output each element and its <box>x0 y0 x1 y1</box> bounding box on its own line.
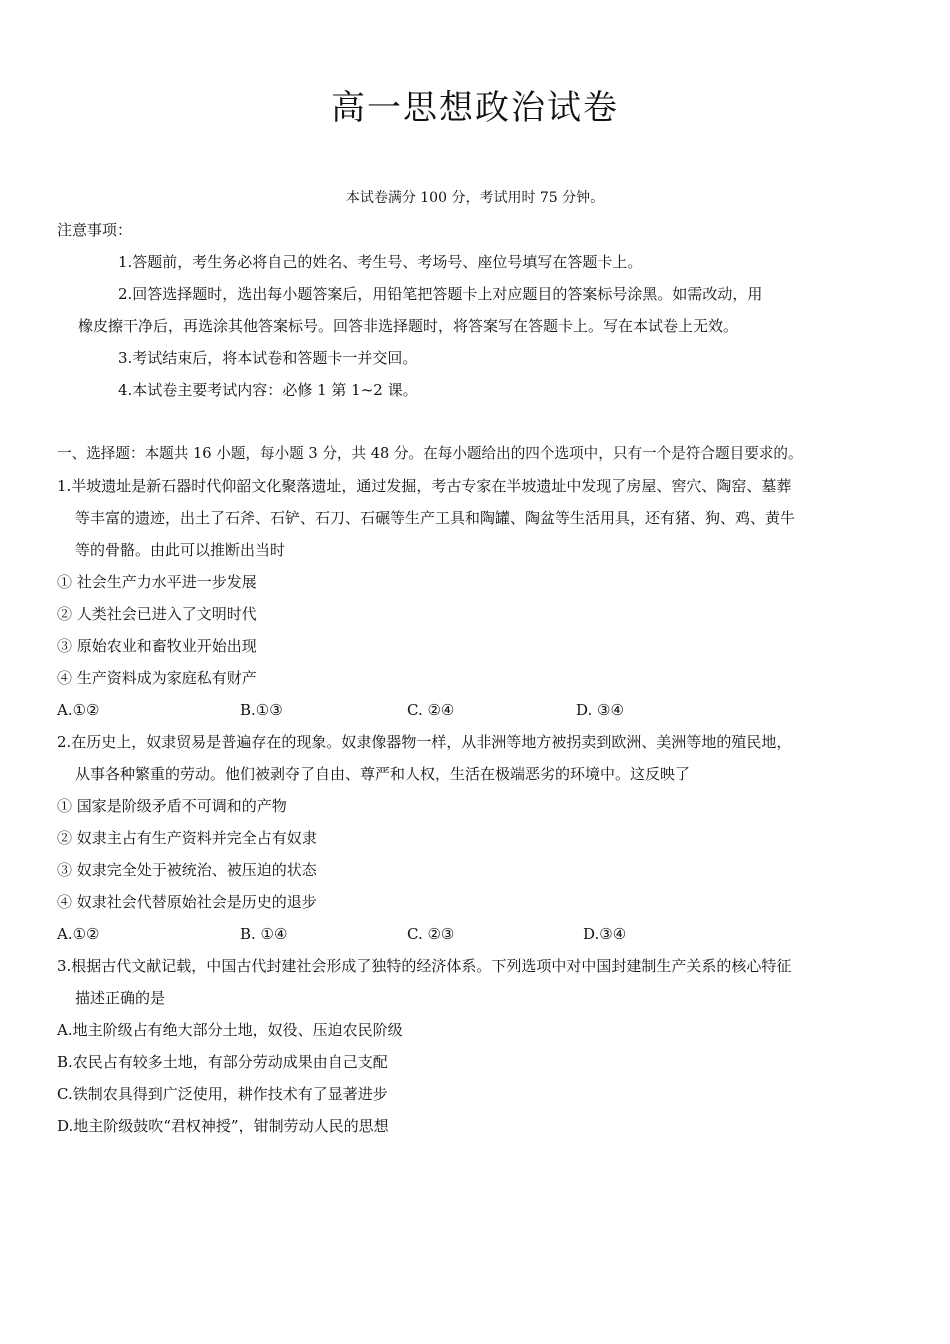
notice-item: 3.考试结束后，将本试卷和答题卡一并交回。 <box>118 349 418 367</box>
statement: ② 奴隶主占有生产资料并完全占有奴隶 <box>57 829 317 847</box>
statement: ① 国家是阶级矛盾不可调和的产物 <box>57 797 287 815</box>
answer-options <box>0 700 950 720</box>
statement: ② 人类社会已进入了文明时代 <box>57 605 257 623</box>
option-b: B.①③ <box>240 701 283 719</box>
option-c: C. ②③ <box>407 925 455 943</box>
choice-b: B.农民占有较多土地，有部分劳动成果由自己支配 <box>57 1053 388 1071</box>
statement: ④ 奴隶社会代替原始社会是历史的退步 <box>57 893 317 911</box>
statement: ③ 奴隶完全处于被统治、被压迫的状态 <box>57 861 317 879</box>
question-stem: 1.半坡遗址是新石器时代仰韶文化聚落遗址，通过发掘，考古专家在半坡遗址中发现了房屋、窖穴、陶窑、墓葬 <box>57 477 792 495</box>
option-c: C. ②④ <box>407 701 455 719</box>
statement: ③ 原始农业和畜牧业开始出现 <box>57 637 257 655</box>
choice-a: A.地主阶级占有绝大部分土地，奴役、压迫农民阶级 <box>57 1021 403 1039</box>
question-stem: 描述正确的是 <box>75 989 166 1007</box>
page-title: 高一思想政治试卷 <box>331 88 619 128</box>
question-stem: 2.在历史上，奴隶贸易是普遍存在的现象。奴隶像器物一样，从非洲等地方被拐卖到欧洲、美洲等地的殖民地， <box>57 733 792 751</box>
statement: ① 社会生产力水平进一步发展 <box>57 573 257 591</box>
option-d: D.③④ <box>583 925 627 943</box>
question-stem: 等的骨骼。由此可以推断出当时 <box>75 541 286 559</box>
answer-options <box>0 924 950 944</box>
question-stem: 3.根据古代文献记载，中国古代封建社会形成了独特的经济体系。下列选项中对中国封建制生产关系的核心特征 <box>57 957 792 975</box>
option-b: B. ①④ <box>240 925 288 943</box>
option-d: D. ③④ <box>576 701 624 719</box>
notice-heading: 注意事项： <box>57 221 133 239</box>
option-a: A.①② <box>57 701 100 719</box>
notice-item: 橡皮擦干净后，再选涂其他答案标号。回答非选择题时，将答案写在答题卡上。写在本试卷上无效。 <box>78 317 739 335</box>
notice-item: 2.回答选择题时，选出每小题答案后，用铅笔把答题卡上对应题目的答案标号涂黑。如需改动，用 <box>118 285 763 303</box>
notice-item: 4.本试卷主要考试内容：必修 1 第 1~2 课。 <box>118 381 418 399</box>
choice-c: C.铁制农具得到广泛使用，耕作技术有了显著进步 <box>57 1085 388 1103</box>
statement: ④ 生产资料成为家庭私有财产 <box>57 669 257 687</box>
notice-item: 1.答题前，考生务必将自己的姓名、考生号、考场号、座位号填写在答题卡上。 <box>118 253 643 271</box>
question-stem: 从事各种繁重的劳动。他们被剥夺了自由、尊严和人权，生活在极端恶劣的环境中。这反映了 <box>75 765 691 783</box>
option-a: A.①② <box>57 925 100 943</box>
section-heading: 一、选择题：本题共 16 小题，每小题 3 分，共 48 分。在每小题给出的四个选项中，只有一个是符合题目要求的。 <box>57 445 803 462</box>
choice-d: D.地主阶级鼓吹“君权神授”，钳制劳动人民的思想 <box>57 1117 389 1135</box>
exam-subtitle: 本试卷满分 100 分，考试用时 75 分钟。 <box>345 190 605 206</box>
question-stem: 等丰富的遗迹，出土了石斧、石铲、石刀、石碾等生产工具和陶罐、陶盆等生活用具，还有猪、狗、鸡、黄牛 <box>75 509 796 527</box>
